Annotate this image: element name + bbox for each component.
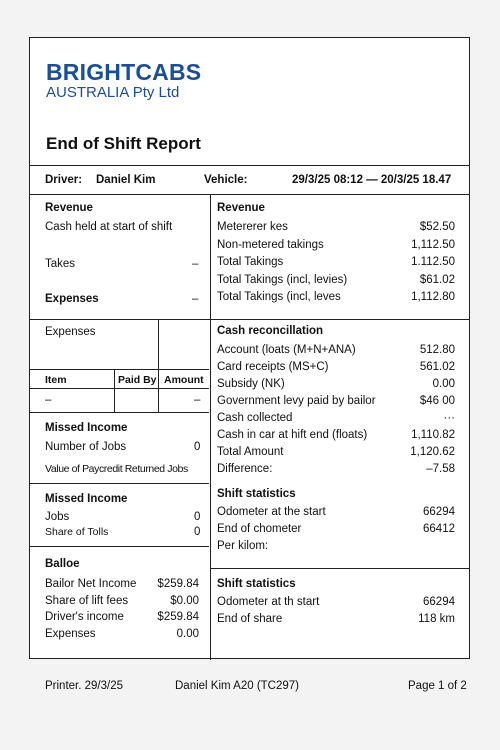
row-value: 561.02	[419, 361, 455, 373]
row-label: Non-metered takings	[217, 238, 324, 251]
tolls-label: Share of Tolls	[45, 526, 109, 538]
tolls-value: 0	[194, 526, 201, 538]
row-label: Odometer at the start	[217, 506, 326, 518]
row-value: 1,120.62	[410, 446, 455, 458]
row-value: $259.84	[157, 578, 199, 590]
footer-driver-vehicle: Daniel Kim A20 (TC297)	[175, 680, 299, 692]
divider	[30, 483, 209, 484]
row-label: Subsidy (NK)	[217, 378, 285, 390]
row-label: Card receipts (MS+C)	[217, 361, 329, 373]
missed-income-heading: Missed Income	[45, 422, 128, 434]
divider	[30, 194, 469, 195]
row-label: Total Takings (incl, levies)	[217, 273, 348, 286]
row-value: 1,112.50	[411, 238, 455, 251]
divider	[210, 568, 469, 569]
takes-label: Takes	[45, 258, 76, 270]
row-value: 66412	[423, 523, 455, 535]
col-item: Item	[45, 374, 67, 386]
row-label: Metererer kes	[217, 221, 288, 233]
row-value: ···	[443, 412, 455, 424]
row-value: 1,112.80	[411, 291, 455, 303]
col-paid-by: Paid By	[118, 374, 157, 386]
company-subtitle: AUSTRALIA Pty Ltd	[46, 84, 180, 101]
row-label: Expenses	[45, 627, 96, 640]
balloe-heading: Balloe	[45, 558, 80, 570]
divider	[210, 319, 469, 320]
row-label: Per kilom:	[217, 540, 269, 552]
row-label: End of share	[217, 613, 283, 625]
divider	[30, 412, 209, 413]
row-label: Government levy paid by bailor	[217, 395, 376, 407]
page-number: Page 1 of 2	[408, 680, 467, 692]
row-value: $259.84	[157, 611, 199, 623]
divider	[30, 546, 209, 547]
jobs-count-value: 0	[194, 441, 201, 453]
expenses-heading: Expenses	[45, 293, 99, 305]
driver-name: Daniel Kim	[96, 174, 156, 186]
cash-reconciliation-heading: Cash reconcillation	[217, 325, 324, 337]
row-label: Total Amount	[217, 446, 284, 458]
divider	[158, 369, 159, 412]
jobs-count-label: Number of Jobs	[45, 441, 127, 453]
jobs-label: Jobs	[45, 511, 70, 523]
company-logo	[46, 60, 201, 102]
row-value: $61.02	[419, 273, 455, 286]
driver-label: Driver:	[45, 174, 83, 186]
row-label: Driver's income	[45, 611, 124, 623]
divider	[30, 369, 209, 370]
row-label: Cash in car at hift end (floats)	[217, 429, 368, 441]
row-label: Difference:	[217, 463, 273, 475]
row-value: 66294	[423, 596, 455, 608]
company-name: BRIGHTCABS	[46, 59, 202, 85]
expenses-box-label: Expenses	[45, 326, 96, 338]
report-sheet	[29, 37, 470, 659]
col-amount: Amount	[164, 374, 204, 386]
right-revenue-heading: Revenue	[217, 202, 265, 214]
row-value: 66294	[423, 506, 455, 518]
divider	[30, 388, 209, 389]
missed-income-heading: Missed Income	[45, 493, 128, 505]
row-label: Share of lift fees	[45, 594, 129, 607]
printed-date: Printer. 29/3/25	[45, 680, 123, 692]
row-value: 1.112.50	[411, 256, 455, 268]
paycredit-label: Value of Paycredit Returned Jobs	[45, 463, 188, 475]
cash-held-label: Cash held at start of shift	[45, 221, 173, 233]
row-label: End of chometer	[217, 523, 302, 535]
revenue-heading: Revenue	[45, 202, 93, 214]
row-label: Total Takings	[217, 256, 284, 268]
row-label: Total Takings (incl, leves	[217, 291, 341, 303]
row-value: $0.00	[170, 594, 199, 607]
row-value: 118 km	[418, 613, 455, 625]
shift-period: 29/3/25 08:12 — 20/3/25 18.47	[292, 174, 452, 186]
row-value: 0.00	[432, 378, 455, 390]
divider	[30, 165, 469, 166]
divider	[114, 369, 115, 412]
row-label: Cash collected	[217, 412, 293, 424]
row-label: Account (loats (M+N+ANA)	[217, 344, 356, 356]
row-value: 1,110.82	[411, 429, 455, 441]
jobs-value: 0	[194, 511, 201, 523]
table-cell-amount: –	[194, 394, 201, 406]
table-cell-item: –	[45, 394, 52, 406]
row-value: –7.58	[426, 463, 455, 475]
divider	[158, 319, 159, 369]
row-label: Odometer at th start	[217, 596, 320, 608]
shift-stats-heading-2: Shift statistics	[217, 578, 296, 590]
row-value: $52.50	[419, 221, 455, 233]
takes-value: –	[192, 258, 199, 270]
row-value: $46 00	[419, 395, 455, 407]
shift-stats-heading: Shift statistics	[217, 488, 296, 500]
row-value: 0.00	[176, 627, 199, 640]
report-title: End of Shift Report	[46, 134, 201, 153]
expenses-heading-value: –	[192, 293, 199, 305]
row-label: Bailor Net Income	[45, 578, 137, 590]
column-divider	[210, 194, 211, 660]
vehicle-label: Vehicle:	[204, 174, 248, 186]
row-value: 512.80	[419, 344, 455, 356]
